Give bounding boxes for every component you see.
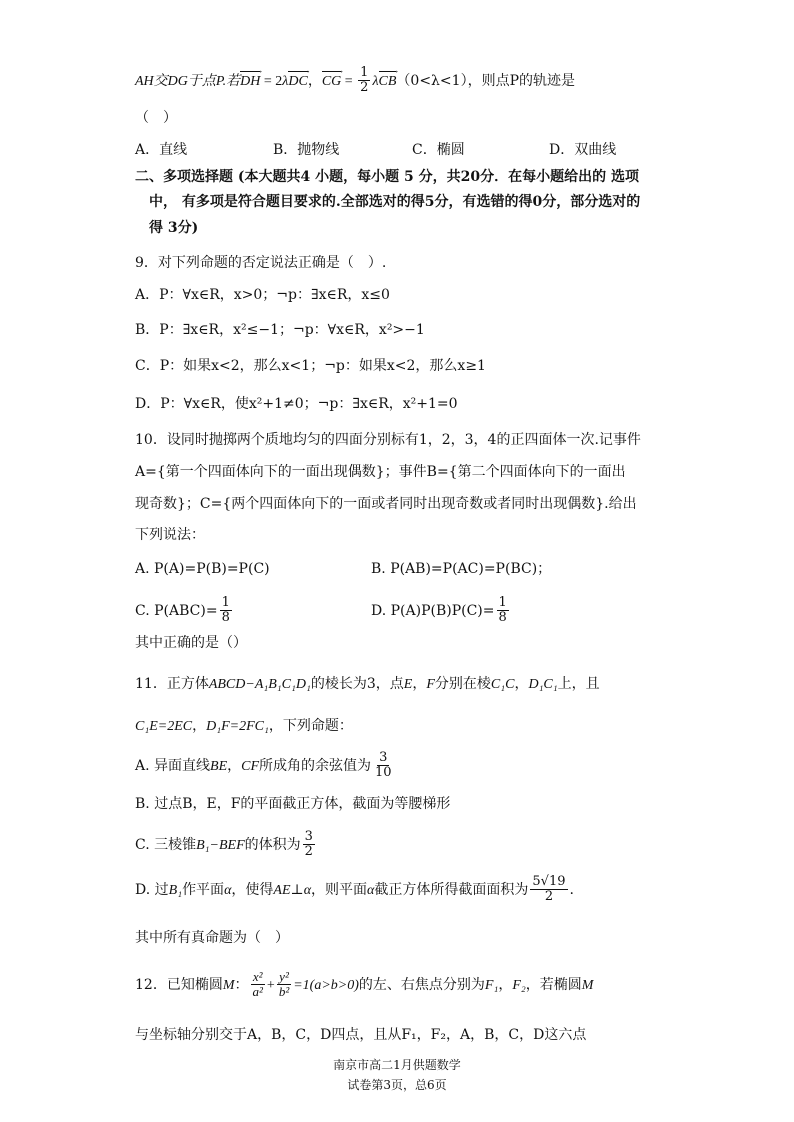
q8-eq1: = 2: [260, 73, 283, 89]
fraction-three-tenths: $\frac{3}{10}$: [375, 750, 392, 781]
q10-line2: A={第一个四面体向下的一面出现偶数}；事件B={第二个四面体向下的一面出: [135, 464, 626, 480]
q12-line1: 12．已知椭圆M： $\frac{\text{x²}}{\text{a²}}$ + $\frac{\text{y²}}{\text{b²}}$ =1(a>b>0)的左、右焦点分别为F₁，F₂，若椭圆M: [135, 969, 594, 1000]
q8-option-d: D．双曲线: [549, 142, 617, 158]
q11-option-a: A. 异面直线BE，CF所成角的余弦值为 $\frac{3}{10}$: [135, 750, 392, 781]
q8-lambda: λ: [282, 73, 289, 89]
footer-page-number: 试卷第3页，总6页: [347, 1078, 447, 1092]
fraction-three-halves: $\frac{3}{2}$: [304, 829, 313, 860]
fraction-area: $\frac{5√19}{2}$: [532, 874, 566, 905]
q8-range: （0<λ<1），则点P的轨迹是: [396, 72, 575, 89]
q11-line2: C₁E=2EC，D₁F=2FC₁，下列命题：: [135, 718, 353, 734]
q8-answer-paren: （ ）: [135, 110, 177, 126]
q8-option-a: A．直线: [135, 142, 188, 158]
q10-line3: 现奇数}；C={两个四面体向下的一面或者同时出现奇数或者同时出现偶数}.给出: [135, 496, 637, 512]
section2-heading-line1: 二、多项选择题 (本大题共4 小题，每小题 5 分，共20分．在每小题给出的 选项: [135, 169, 639, 185]
q11-option-d: D. 过B₁作平面α，使得AE⊥α，则平面α截正方体所得截面面积为 $\frac{5√19}{2}$ .: [135, 874, 574, 905]
q8-option-b: B．抛物线: [273, 142, 340, 158]
q11-ask: 其中所有真命题为（ ）: [135, 930, 289, 946]
fraction-half: $\frac{1}{2}$: [360, 65, 369, 96]
q10-option-c: C. P(ABC)= $\frac{1}{8}$: [135, 595, 230, 626]
footer-title: 南京市高二1月供题数学: [333, 1058, 461, 1072]
q10-line4: 下列说法：: [135, 527, 205, 543]
q10-line1: 10．设同时抛掷两个质地均匀的四面分别标有1，2，3，4的正四面体一次.记事件: [135, 432, 641, 448]
q8-line1: AH交DG于点P.若 → DH = 2λ → DC， → CG = $\frac{1}{2}$ λ → CB（0<λ<1），则点P的轨迹是: [135, 64, 575, 96]
q10-ask: 其中正确的是（）: [135, 635, 247, 651]
q10-option-d: D. P(A)P(B)P(C)= $\frac{1}{8}$: [371, 595, 507, 626]
fraction-one-eighth: $\frac{1}{8}$: [221, 595, 230, 626]
q9-option-d: D．P：∀x∈R，使x²+1≠0；¬p：∃x∈R，x²+1=0: [135, 396, 458, 412]
q8-option-c: C．椭圆: [412, 142, 465, 158]
q11-option-b: B. 过点B，E，F的平面截正方体，截面为等腰梯形: [135, 796, 451, 812]
q8-options: [135, 142, 616, 159]
vector-cg: → CG: [321, 64, 345, 89]
q10-option-a: A. P(A)=P(B)=P(C): [135, 561, 270, 577]
section2-heading-line3: 得 3分): [149, 220, 199, 236]
q9-option-a: A．P：∀x∈R，x>0；¬p：∃x∈R，x≤0: [135, 287, 390, 303]
q10-option-b: B. P(AB)=P(AC)=P(BC)；: [371, 561, 552, 577]
fraction-x2-a2: $\frac{\text{x²}}{\text{a²}}$: [252, 969, 263, 1000]
fraction-one-eighth-d: $\frac{1}{8}$: [498, 595, 507, 626]
vector-cb: → CB: [378, 64, 400, 89]
q8-line1-pre: AH交DG于点P.若: [135, 73, 241, 89]
fraction-y2-b2: $\frac{\text{y²}}{\text{b²}}$: [278, 969, 290, 1000]
q11-line1: 11．正方体ABCD−A₁B₁C₁D₁的棱长为3，点E，F分别在棱C₁C，D₁C₁上，且: [135, 676, 600, 692]
cube-label: ABCD−A₁B₁C₁D₁: [208, 677, 311, 692]
q12-line2: 与坐标轴分别交于A，B，C，D四点，且从F₁，F₂，A，B，C，D这六点: [135, 1027, 587, 1043]
vector-dh: → DH: [240, 64, 264, 89]
q9-stem: 9．对下列命题的否定说法正确是（ ）.: [135, 255, 387, 271]
q11-option-c: C. 三棱锥B₁−BEF的体积为 $\frac{3}{2}$: [135, 829, 313, 860]
q9-option-c: C．P：如果x<2，那么x<1；¬p：如果x<2，那么x≥1: [135, 358, 486, 374]
section2-heading-line2: 中， 有多项是符合题目要求的.全部选对的得5分，有选错的得0分，部分选对的: [149, 194, 641, 210]
vector-dc: → DC: [288, 64, 311, 89]
q9-option-b: B．P：∃x∈R，x²≤−1；¬p：∀x∈R，x²>−1: [135, 322, 425, 338]
